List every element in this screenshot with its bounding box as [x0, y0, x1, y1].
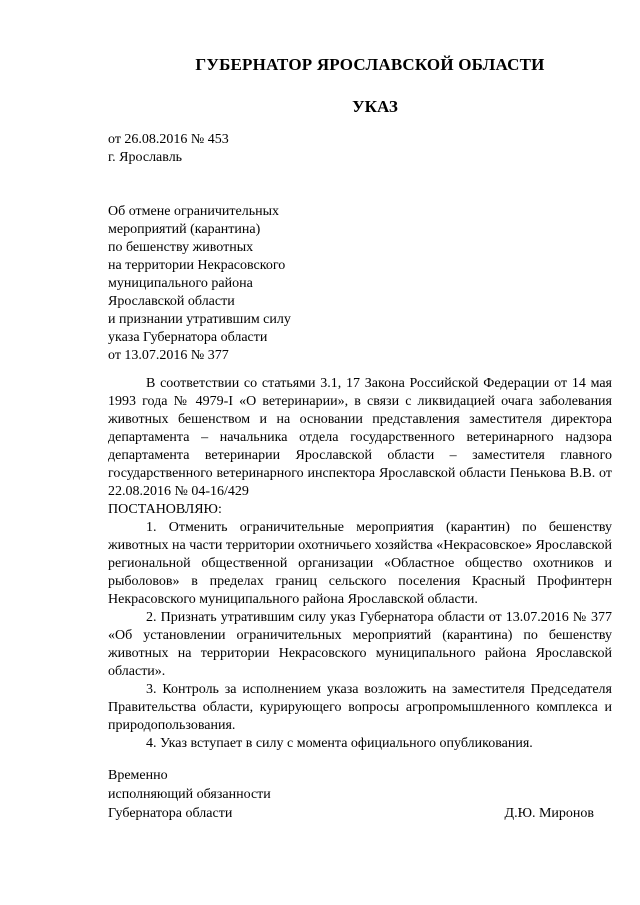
decree-word: ПОСТАНОВЛЯЮ:: [108, 502, 222, 517]
document-body: [108, 375, 612, 753]
decree-item-4: 4. Указ вступает в силу с момента официального опубликования.: [146, 736, 533, 751]
city: г. Ярославль: [108, 150, 183, 165]
subject-line: и признании утратившим силу: [108, 312, 291, 327]
subject-line: Ярославской области: [108, 294, 235, 309]
signer-name: Д.Ю. Миронов: [504, 806, 594, 821]
decree-item-3: 3. Контроль за исполнением указа возложить на заместителя Председателя Правительства области, курирующего вопросы агропромышленного комплекса и природопользования.: [108, 682, 612, 733]
document-subject: [108, 203, 368, 365]
preamble-paragraph: В соответствии со статьями 3.1, 17 Закона Российской Федерации от 14 мая 1993 года № 4979-I «О ветеринарии», в связи с ликвидацией очага заболевания животных бешенством и на основании представления заместителя директора департамента – начальника отдела государственного ветеринарного надзора департамента ветеринарии Ярославской области – заместителя главного государственного ветеринарного инспектора Ярославской области Пенькова В.В. от 22.08.2016 № 04-16/429: [108, 376, 612, 499]
document-meta: [108, 131, 229, 167]
signer-title-line-3: Губернатора области: [108, 806, 233, 821]
subject-line: по бешенству животных: [108, 240, 254, 255]
issuer-heading: ГУБЕРНАТОР ЯРОСЛАВСКОЙ ОБЛАСТИ: [195, 55, 545, 74]
decree-item-2: 2. Признать утратившим силу указ Губернатора области от 13.07.2016 № 377 «Об установлении ограничительных мероприятий (карантина) по бешенству животных на территории Некрасовского муниципального района Ярославской области».: [108, 610, 612, 679]
subject-line: Об отмене ограничительных: [108, 204, 280, 219]
decree-item-1: 1. Отменить ограничительные мероприятия (карантин) по бешенству животных на части территории охотничьего хозяйства «Некрасовское» Ярославской региональной общественной организации «Областное общество охотников и рыболовов» в пределах границ сельского поселения Красный Профинтерн Некрасовского муниципального района Ярославской области.: [108, 520, 612, 607]
signer-title-line-2: исполняющий обязанности: [108, 787, 271, 802]
date-number: от 26.08.2016 № 453: [108, 132, 229, 147]
signature-block: [108, 766, 612, 823]
signer-title-line-1: Временно: [108, 768, 168, 783]
subject-line: от 13.07.2016 № 377: [108, 348, 229, 363]
signer-line: [108, 804, 612, 823]
document-type-heading: УКАЗ: [352, 97, 398, 116]
subject-line: указа Губернатора области: [108, 330, 268, 345]
subject-line: на территории Некрасовского: [108, 258, 286, 273]
subject-line: мероприятий (карантина): [108, 222, 261, 237]
subject-line: муниципального района: [108, 276, 253, 291]
